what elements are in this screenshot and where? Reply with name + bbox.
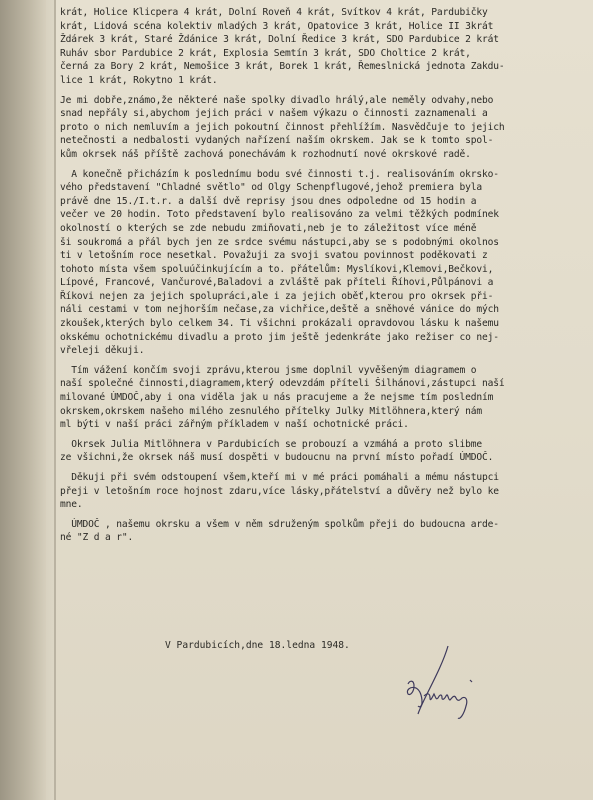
text-line: ÚMDOČ , našemu okrsku a všem v něm sdruženým spolkům přeji do budoucna arde- <box>60 518 499 530</box>
text-line: Ruháv sbor Pardubice 2 krát, Explosia Semtín 3 krát, SDO Choltice 2 krát, <box>60 47 471 59</box>
text-line: Říkovi nejen za jejich spolupráci,ale i za jejich oběť,kterou pro okrsek při- <box>60 290 494 302</box>
text-line: naší společné činnosti,diagramem,který odevzdám příteli Šilhánovi,zástupci naší <box>60 378 505 390</box>
text-line: krát, Lidová scéna kolektiv mladých 3 krát, Opatovice 3 krát, Holice II 3krát <box>60 20 494 32</box>
text-line: netečnosti a nedbalosti vydaných nařízení naším okrskem. Jak se k tomto spol- <box>60 135 494 147</box>
text-line: okrskem,okrskem našeho milého zesnulého přítelky Julky Mitlöhnera,který nám <box>60 405 482 417</box>
text-line: Ždárek 3 krát, Staré Ždánice 3 krát, Dolní Ředice 3 krát, SDO Pardubice 2 krát <box>60 34 499 46</box>
text-line: právě dne 15./I.t.r. a další dvě reprisy jsou dnes odpoledne od 15 hodin a <box>60 195 477 207</box>
text-line: proto o nich nemluvím a jejich pokoutní činnost přehlížím. Nasvědčuje to jejich <box>60 121 505 133</box>
handwritten-signature <box>400 640 480 730</box>
text-line: milované ÚMDOČ,aby i ona viděla jak u nás pracujeme a že nejsme tím posledním <box>60 392 494 404</box>
text-line: náli cestami v tom nejhorším nečase,za vichřice,deště a sněhové vánice do mých <box>60 304 499 316</box>
text-line: mne. <box>60 499 83 511</box>
text-line: vřeleji děkuji. <box>60 345 145 357</box>
text-line: Lípové, Francové, Vančurové,Baladovi a zvláště pak příteli Říhovi,Půlpánovi a <box>60 277 494 289</box>
text-line: okskému ochotnickému divadlu a proto jim ještě jedenkráte jako režiser co nej- <box>60 331 499 343</box>
text-line: né "Z d a r". <box>60 532 134 544</box>
typewritten-body <box>60 6 590 545</box>
text-line: krát, Holice Klicpera 4 krát, Dolní Roveň 4 krát, Svítkov 4 krát, Pardubičky <box>60 7 488 18</box>
text-line: okolností o kterých se zde nebudu zmiňovati,neb je to záležitost více méně <box>60 222 477 234</box>
text-line: ti v letošním roce nesetkal. Považuji za svoji svatou povinnost poděkovati z <box>60 250 488 262</box>
text-line: večer ve 20 hodin. Toto představení bylo realisováno za velmi těžkých podmínek <box>60 209 499 221</box>
text-line: tohoto místa všem spoluúčinkujícím a to. přátelům: Myslíkovi,Klemovi,Bečkovi, <box>60 263 494 275</box>
book-binding <box>0 0 46 800</box>
text-line: A konečně přicházím k poslednímu bodu své činnosti t.j. realisováním okrsko- <box>60 168 499 180</box>
text-line: Děkuji při svém odstoupení všem,kteří mi v mé práci pomáhali a mému nástupci <box>60 472 499 483</box>
text-line: lice 1 krát, Rokytno 1 krát. <box>60 74 218 86</box>
place-date-line: V Pardubicích,dne 18.ledna 1948. <box>165 640 350 651</box>
text-line: ml býti v naší práci zářným příkladem v naší ochotnické práci. <box>60 419 409 431</box>
text-line: zkoušek,kterých bylo celkem 34. Ti všichni prokázali opravdovou lásku k našemu <box>60 318 499 330</box>
text-line: Tím vážení končím svoji zprávu,kterou jsme doplnil vyvěšeným diagramem o <box>60 364 477 376</box>
text-line: ze všichni,že okrsek náš musí dospěti v budoucnu na první místo pořadí ÚMDOČ. <box>60 452 494 464</box>
text-line: ši soukromá a přál bych jen ze srdce svému nástupci,aby se s podobnými okolnos <box>60 236 499 248</box>
paragraph <box>60 168 590 358</box>
paragraph <box>60 518 590 545</box>
text-line: Okrsek Julia Mitlöhnera v Pardubicích se probouzí a vzmáhá a proto slibme <box>60 438 482 450</box>
text-line: černá za Bory 2 krát, Nemošice 3 krát, Borek 1 krát, Řemeslnická jednota Zakdu- <box>60 61 505 73</box>
text-line: snad nepřály si,abychom jejich práci v našem výkazu o činnosti zaznamenali a <box>60 108 488 120</box>
paragraph <box>60 94 590 162</box>
paragraph <box>60 438 590 465</box>
text-line: kům okrsek náš příště zachová ponechávám k rozhodnutí nové okrskové radě. <box>60 148 471 160</box>
paragraph <box>60 6 590 88</box>
paragraph <box>60 364 590 432</box>
text-line: vého představení "Chladné světlo" od Olgy Schenpflugové,jehož premiera byla <box>60 182 482 194</box>
paragraph <box>60 471 590 512</box>
text-line: Je mi dobře,známo,že některé naše spolky divadlo hrálý,ale neměly odvahy,nebo <box>60 94 494 106</box>
text-line: přeji v letošním roce hojnost zdaru,více lásky,přátelství a důvěry než bylo ke <box>60 485 499 497</box>
